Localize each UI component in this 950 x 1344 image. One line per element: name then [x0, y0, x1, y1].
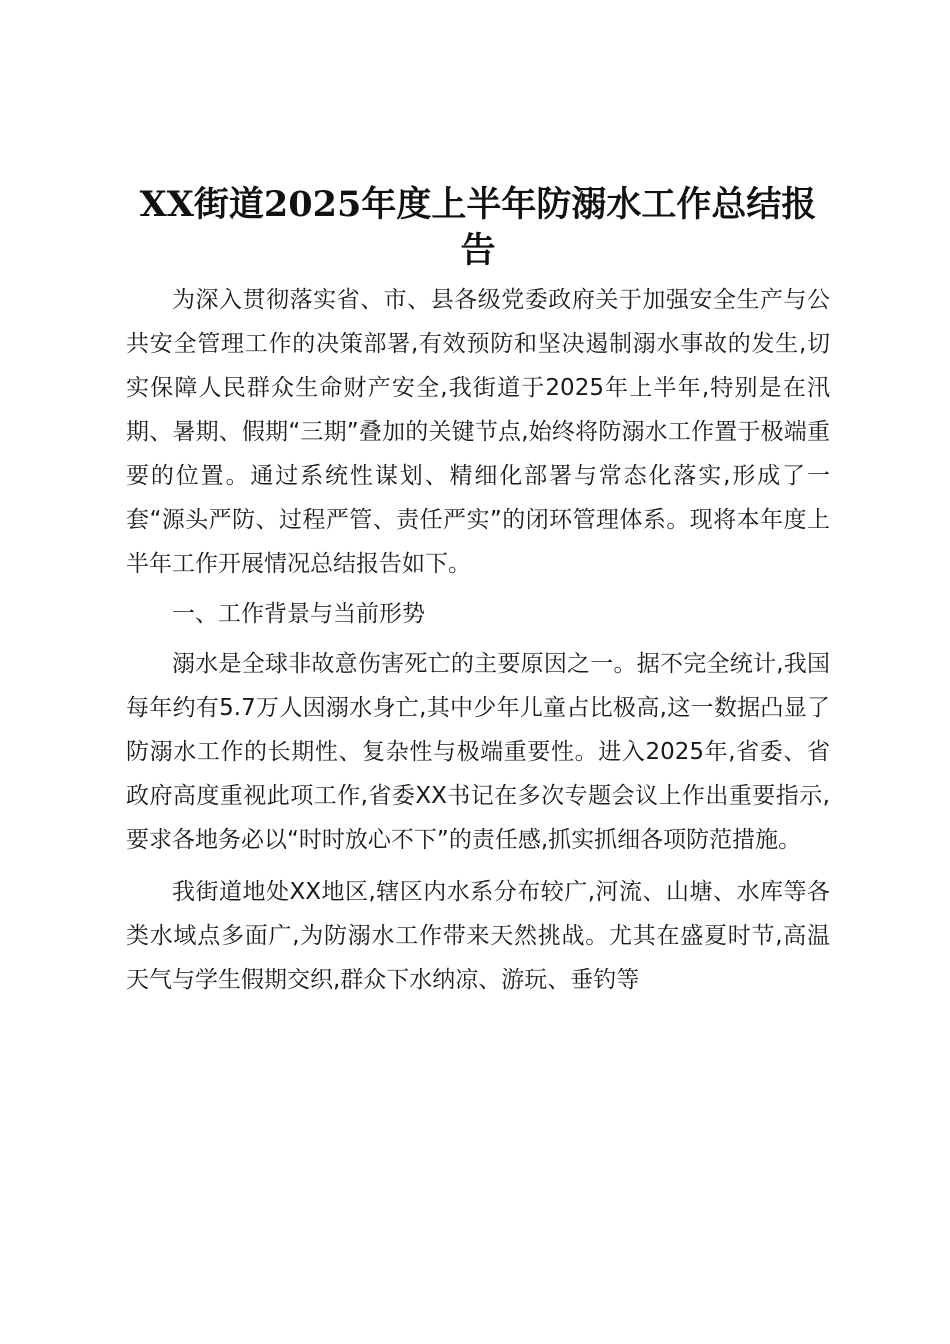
document-content	[126, 182, 830, 1002]
intro-paragraph: 为深入贯彻落实省、市、县各级党委政府关于加强安全生产与公共安全管理工作的决策部署,有效预防和坚决遏制溺水事故的发生,切实保障人民群众生命财产安全,我街道于2025年上半年,特别是在汛期、暑期、假期“三期”叠加的关键节点,始终将防溺水工作置于极端重要的位置。通过系统性谋划、精细化部署与常态化落实,形成了一套“源头严防、过程严管、责任严实”的闭环管理体系。现将本年度上半年工作开展情况总结报告如下。	[126, 287, 830, 577]
background-paragraph: 溺水是全球非故意伤害死亡的主要原因之一。据不完全统计,我国每年约有5.7万人因溺水身亡,其中少年儿童占比极高,这一数据凸显了防溺水工作的长期性、复杂性与极端重要性。进入2025年,省委、省政府高度重视此项工作,省委XX书记在多次专题会议上作出重要指示,要求各地务必以“时时放心不下”的责任感,抓实抓细各项防范措施。	[126, 651, 830, 853]
situation-paragraph: 我街道地处XX地区,辖区内水系分布较广,河流、山塘、水库等各类水域点多面广,为防溺水工作带来天然挑战。尤其在盛夏时节,高温天气与学生假期交织,群众下水纳凉、游玩、垂钓等	[126, 879, 830, 993]
document-title: XX街道2025年度上半年防溺水工作总结报告	[139, 184, 817, 271]
section-heading: 一、工作背景与当前形势	[172, 601, 425, 627]
